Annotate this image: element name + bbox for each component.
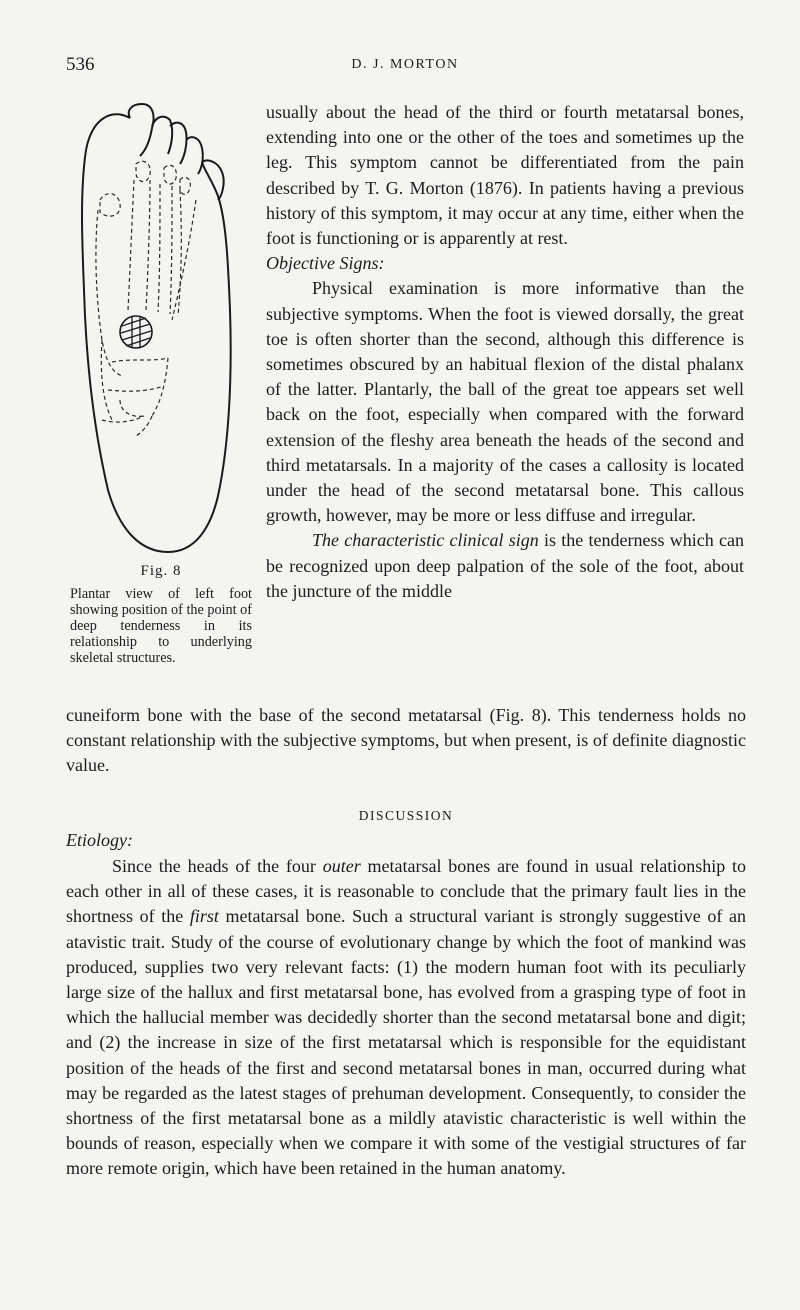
first-emphasis: first	[189, 906, 219, 927]
paragraph-subjective: usually about the head of the third or fourth metatarsal bones, extending into one or the other of the toes and sometimes up the leg. This symptom cannot be differentiated from the pain described by T. G. Morton (1876). In patients having a previous history of this symptom, it may occur at any time, either when the foot is functioning or is apparently at rest.	[266, 102, 744, 249]
continuation-paragraph: cuneiform bone with the base of the second metatarsal (Fig. 8). This tenderness holds no constant relationship with the subjective symptoms, but when present, is of definite diagnostic value.	[66, 705, 746, 776]
page-number: 536	[66, 54, 95, 75]
paragraph-objective: Physical examination is more informative than the subjective symptoms. When the foot is viewed dorsally, the great toe is often shorter than the second, although this difference is sometimes obscured by an habitual flexion of the distal phalanx of the latter. Plantarly, the ball of the great toe appears set well back on the foot, especially when compared with the forward extension of the fleshy area beneath the heads of the second and third metatarsals. In a majority of the cases a callosity is located under the head of the second metatarsal bone. This callous growth, however, may be more or less diffuse and irregular.	[266, 278, 744, 526]
foot-outline	[82, 114, 231, 552]
phalanges-outline	[100, 161, 190, 216]
great-toe	[129, 104, 154, 156]
page-header	[66, 54, 744, 78]
figure-caption: Plantar view of left foot showing position of the point of deep tenderness in its relationship to underlying skeletal structures.	[70, 586, 252, 666]
second-toe	[152, 117, 172, 154]
third-metatarsal-outline	[158, 184, 172, 314]
right-column-text	[266, 100, 744, 604]
objective-signs-heading: Objective Signs:	[266, 253, 385, 274]
tarsal-bones-outline	[101, 340, 168, 436]
fourth-toe	[186, 137, 203, 174]
clinical-sign-emphasis: The characteristic clinical sign	[312, 530, 539, 551]
clinical-sign-text: is the tenderness which can be recognized upon deep palpation of the sole of the foot, about the juncture of the middle	[266, 530, 744, 601]
paragraph-clinical-sign	[266, 528, 744, 604]
etiology-subheading: Etiology:	[66, 830, 133, 850]
etiology-paragraph: Since the heads of the four outer metatarsal bones are found in usual relationship to each other in all of these cases, it is reasonable to conclude that the primary fault lies in the shortness of the first metatarsal bone. Such a structural variant is strongly suggestive of an atavistic trait. Study of the course of evolutionary change by which the foot of mankind was produced, supplies two very relevant facts: (1) the modern human foot with its peculiarly large size of the hallux and first metatarsal bone, has evolved from a grasping type of foot in which the hallucial member was decidedly shorter than the second metatarsal bone and digit; and (2) the increase in size of the first metatarsal which is responsible for the equidistant position of the heads of the first and second metatarsal bones in man, occurred during what may be regarded as the latest stages of prehuman development. Consequently, to consider the shortness of the first metatarsal bone as a mildly atavistic characteristic is well within the bounds of reason, especially when we compare it with some of the vestigial structures of far more remote origin, which have been retained in the human anatomy.	[66, 856, 747, 1179]
running-head: D. J. MORTON	[351, 57, 459, 72]
outer-emphasis: outer	[322, 856, 361, 876]
fourth-metatarsal-outline	[178, 190, 181, 316]
fifth-toe	[202, 160, 224, 200]
tenderness-point-marker	[120, 316, 152, 348]
foot-plantar-illustration	[72, 100, 248, 560]
figure-label: Fig. 8	[140, 563, 182, 579]
second-metatarsal-outline	[128, 180, 150, 310]
first-metatarsal-outline	[96, 210, 122, 376]
fifth-metatarsal-outline	[172, 200, 196, 320]
discussion-heading: DISCUSSION	[358, 808, 454, 823]
